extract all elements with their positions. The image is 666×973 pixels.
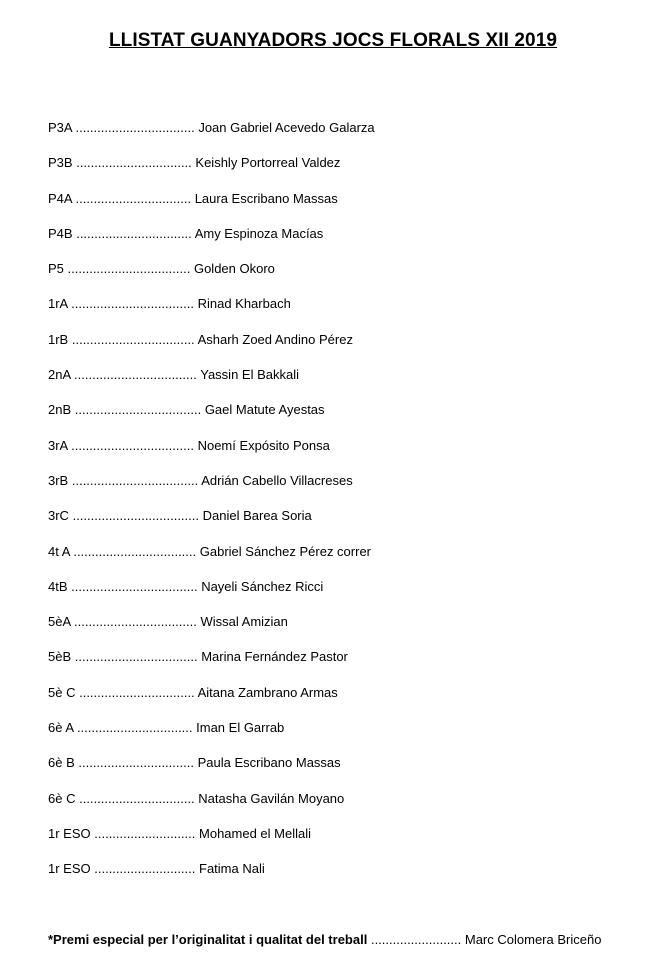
grade-label: P3B	[48, 155, 73, 171]
winner-row	[48, 577, 375, 612]
grade-label: 5è C	[48, 684, 76, 700]
grade-label: P5	[48, 261, 64, 277]
winner-row	[48, 294, 375, 329]
dot-leader: ..................................	[71, 296, 194, 312]
winner-row	[48, 612, 375, 647]
winner-name: Wissal Amizian	[200, 614, 288, 630]
winner-row	[48, 859, 375, 894]
grade-label: 6è B	[48, 755, 75, 771]
dot-leader: .................................	[75, 120, 195, 135]
grade-label: 3rB	[48, 472, 69, 488]
winner-name: Marina Fernández Pastor	[201, 649, 348, 665]
document-title: LLISTAT GUANYADORS JOCS FLORALS XII 2019	[108, 30, 558, 51]
grade-label: P3A	[48, 120, 72, 135]
dot-leader: ...................................	[71, 578, 198, 594]
grade-label: 2nB	[48, 402, 72, 418]
winner-row	[48, 542, 375, 577]
winner-name: Daniel Barea Soria	[202, 508, 312, 524]
dot-leader: ..................................	[71, 437, 194, 453]
dot-leader: ............................	[94, 825, 196, 841]
winner-row	[48, 436, 375, 471]
winner-row	[48, 824, 375, 859]
grade-label: 1r ESO	[48, 861, 91, 877]
winner-row	[48, 683, 375, 718]
grade-label: P4B	[48, 225, 73, 241]
winner-row	[48, 224, 375, 259]
dot-leader: ...................................	[72, 508, 199, 524]
dot-leader: ..................................	[73, 543, 197, 559]
special-prize-winner: Marc Colomera Briceño	[464, 932, 602, 947]
winner-name: Golden Okoro	[193, 261, 275, 277]
winner-row	[48, 189, 375, 224]
winner-name: Aitana Zambrano Armas	[197, 684, 338, 700]
winner-name: Amy Espinoza Macías	[194, 225, 324, 241]
dot-leader: ................................	[79, 790, 195, 806]
grade-label: 1rB	[48, 331, 69, 347]
winner-row	[48, 753, 375, 788]
dot-leader: ..................................	[71, 331, 195, 347]
grade-label: 5èB	[48, 649, 72, 665]
winner-row	[48, 259, 375, 294]
winner-name: Natasha Gavilán Moyano	[198, 790, 345, 806]
winner-name: Noemí Expósito Ponsa	[197, 437, 330, 453]
dot-leader: ...................................	[74, 402, 202, 418]
winner-row	[48, 330, 375, 365]
winner-row	[48, 153, 375, 188]
grade-label: 3rA	[48, 437, 68, 453]
winner-row	[48, 365, 375, 400]
winner-name: Fatima Nali	[199, 861, 265, 877]
dot-leader: ................................	[76, 720, 193, 736]
special-prize-line	[48, 932, 601, 947]
winner-name: Keishly Portorreal Valdez	[195, 155, 341, 171]
winner-name: Mohamed el Mellali	[199, 825, 312, 841]
winner-row	[48, 471, 375, 506]
grade-label: 4tB	[48, 578, 68, 594]
grade-label: 6è C	[48, 790, 76, 806]
winner-row	[48, 718, 375, 753]
winner-row	[48, 647, 375, 682]
dot-leader: .........................	[370, 932, 462, 947]
grade-label: 2nA	[48, 367, 71, 383]
dot-leader: ................................	[79, 684, 195, 700]
winner-name: Rinad Kharbach	[197, 296, 291, 312]
winner-row	[48, 789, 375, 824]
dot-leader: ................................	[75, 190, 192, 206]
winner-name: Nayeli Sánchez Ricci	[201, 578, 324, 594]
winner-name: Adrián Cabello Villacreses	[201, 472, 353, 488]
winner-name: Joan Gabriel Acevedo Galarza	[198, 120, 375, 135]
winner-row	[48, 400, 375, 435]
grade-label: 1r ESO	[48, 825, 91, 841]
grade-label: 6è A	[48, 720, 74, 736]
grade-label: 5èA	[48, 614, 71, 630]
winner-row	[48, 506, 375, 541]
grade-label: 1rA	[48, 296, 68, 312]
dot-leader: ..................................	[67, 261, 191, 277]
dot-leader: ................................	[78, 755, 194, 771]
dot-leader: ................................	[76, 225, 192, 241]
dot-leader: ..................................	[74, 367, 197, 383]
grade-label: 4t A	[48, 543, 70, 559]
dot-leader: ............................	[94, 861, 196, 877]
dot-leader: ..................................	[74, 649, 198, 665]
dot-leader: ..................................	[74, 614, 197, 630]
winner-name: Paula Escribano Massas	[197, 755, 341, 771]
winner-name: Yassin El Bakkali	[200, 367, 299, 383]
winners-list	[48, 118, 375, 895]
winner-name: Gabriel Sánchez Pérez correr	[199, 543, 372, 559]
grade-label: 3rC	[48, 508, 69, 524]
winner-name: Laura Escribano Massas	[194, 190, 338, 206]
winner-name: Asharh Zoed Andino Pérez	[197, 331, 353, 347]
special-prize-label: *Premi especial per l’originalitat i qualitat del treball	[48, 932, 368, 947]
winner-name: Iman El Garrab	[196, 720, 285, 736]
winner-row	[48, 118, 375, 153]
dot-leader: ...................................	[71, 472, 199, 488]
winner-name: Gael Matute Ayestas	[204, 402, 325, 418]
dot-leader: ................................	[76, 155, 192, 171]
grade-label: P4A	[48, 190, 72, 206]
